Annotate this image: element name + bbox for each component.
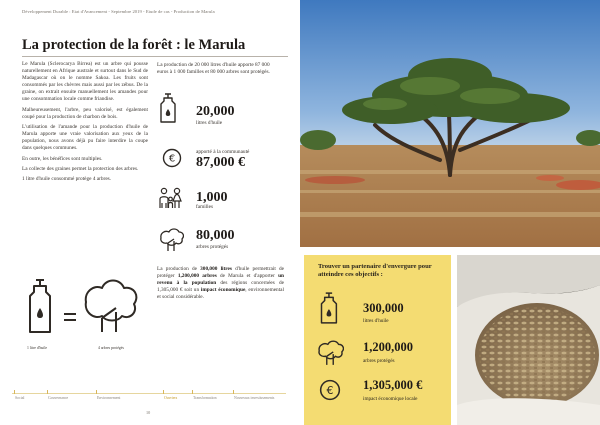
nav-tick	[14, 390, 15, 394]
goal-euro	[318, 376, 450, 410]
intro-column	[22, 61, 148, 187]
stat-caption: litres d'huile	[196, 120, 223, 126]
goal-trees	[316, 336, 448, 370]
stat-caption: apporté à la communauté	[196, 149, 250, 155]
emphasis: un revenu à la population	[157, 273, 284, 287]
nav-tick	[47, 390, 48, 394]
goal-caption: impact économique locale	[363, 396, 418, 402]
oil-bottle-icon	[30, 280, 50, 332]
tree-icon	[316, 340, 344, 366]
stat-value: 87,000 €	[196, 155, 245, 170]
emphasis: impact économique	[200, 287, 246, 294]
goal-oil	[318, 291, 448, 327]
nav-environnement[interactable]: Environnement	[97, 396, 121, 400]
emphasis: 300,000 litres	[200, 266, 232, 272]
equation-left-caption: 1 litre d'huile	[27, 346, 48, 350]
page-number: 10	[146, 410, 151, 415]
nav-tick	[96, 390, 97, 394]
euro-icon	[162, 148, 182, 168]
seeds-sack-image	[457, 255, 600, 425]
goal-value: 1,305,000 €	[363, 378, 423, 392]
emphasis: 1,200,000 arbres	[177, 273, 217, 280]
production-summary: La production de 20 000 litres d'huile apporte 87 000 euros à 1 000 familles et 80 000 arbres sont protégés.	[157, 62, 270, 76]
goal-value: 300,000	[363, 301, 404, 315]
nav-gouvernance[interactable]: Gouvernance	[48, 396, 69, 400]
marula-tree-image	[300, 0, 600, 247]
paragraph: En outre, les bénéfices sont multiples.	[22, 155, 103, 162]
stat-oil	[158, 92, 288, 124]
stat-value: 80,000	[196, 228, 235, 243]
stat-value: 20,000	[196, 104, 235, 119]
equals-icon	[64, 314, 76, 320]
nav-transformation[interactable]: Transformation	[193, 396, 217, 400]
running-header: Développement Durable : Etat d'Avancement - Septembre 2019 - Etude de cas - Production de Marula	[22, 9, 215, 14]
paragraph: 1 litre d'huile consommé protège 4 arbres.	[22, 176, 112, 183]
paragraph: La collecte des graines permet la protection des arbres.	[22, 165, 139, 172]
text-run: de Marula et d'apporter	[216, 273, 279, 280]
nav-social[interactable]: Social	[15, 396, 25, 400]
stat-families	[158, 186, 288, 214]
projection-paragraph	[157, 266, 284, 301]
svg-text:€: €	[326, 383, 334, 397]
text-run: , environnemental et social considérable.	[157, 287, 284, 301]
marula-seeds-photo	[457, 255, 600, 425]
oil-bottle-icon	[158, 92, 180, 124]
paragraph: Malheureusement, l'arbre, peu valorisé, est également coupé pour la production de charbon de bois.	[22, 106, 148, 120]
stat-value: 1,000	[196, 190, 228, 205]
text-run: La production de	[157, 266, 201, 272]
nav-tick	[163, 390, 164, 394]
tree-icon	[86, 281, 137, 333]
goal-caption: arbres protégés	[363, 358, 395, 364]
nav-tick	[233, 390, 234, 394]
goal-caption: litres d'huile	[363, 318, 389, 324]
stat-euro	[158, 146, 288, 172]
bottle-equals-tree-graphic	[22, 272, 162, 342]
text-run: d'huile permettrait de protéger	[157, 266, 284, 280]
tree-icon	[158, 228, 184, 252]
title-divider	[22, 56, 288, 57]
goal-value: 1,200,000	[363, 340, 413, 354]
nav-nouveaux-investissements[interactable]: Nouveaux investissements	[234, 396, 275, 400]
oil-bottle-icon	[318, 291, 342, 325]
svg-text:€: €	[168, 153, 176, 165]
paragraph: Le Marula (Sclerocarya Birrea) est un arbre qui pousse naturellement en Afrique australe et surtout dans le Sud de Madagascar où on le nomme Sakoa. Les fruits sont consommés par les chèvres mais aussi par les zébus. De la graine, on extrait ensuite manuellement les amandes pour une consommation locale comme friandise.	[22, 61, 148, 103]
nav-tick	[192, 390, 193, 394]
text-run: des régions concernées de 1,305,000 € soit un	[157, 280, 284, 294]
family-icon	[158, 186, 184, 212]
nav-timeline	[12, 393, 286, 394]
stat-caption: familles	[196, 204, 214, 210]
stat-trees	[158, 228, 288, 256]
nav-ouvriers[interactable]: Ouvriers	[164, 396, 178, 400]
callout-title: Trouver un partenaire d'envergure pour atteindre ces objectifs :	[318, 263, 432, 279]
marula-tree-photo	[300, 0, 600, 247]
equation-right-caption: 4 arbres protégés	[98, 346, 124, 350]
euro-icon	[319, 379, 341, 401]
stat-caption: arbres protégés	[196, 244, 229, 250]
paragraph: L'utilisation de l'amande pour la production d'huile de Marula apporte une vraie valorisation aux yeux de la population, nous avons déjà pu faire interdire la coupe dans quelques communes.	[22, 124, 148, 152]
page-title: La protection de la forêt : le Marula	[22, 37, 246, 53]
